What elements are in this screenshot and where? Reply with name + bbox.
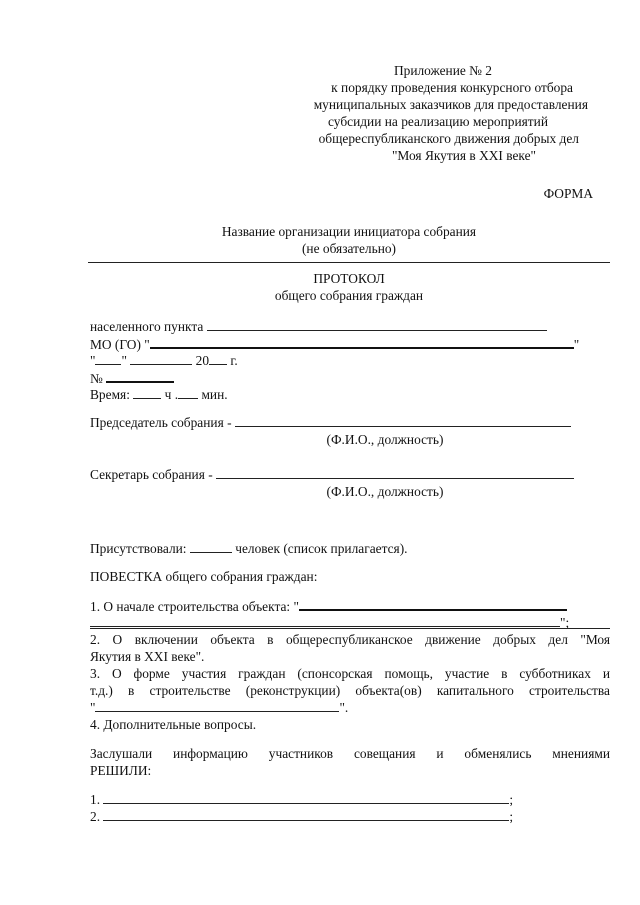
agenda-item-3-line-1: 3. О форме участия граждан (спонсорская помощь, участие в субботниках и	[90, 666, 610, 681]
agenda-item-3-line-2: т.д.) в строительстве (реконструкции) объекта(ов) капитального строительства	[90, 683, 610, 698]
time-label: Время:	[90, 387, 130, 402]
protocol-title: ПРОТОКОЛ	[313, 271, 385, 286]
time-minutes-field[interactable]	[178, 386, 198, 399]
date-day-field[interactable]	[95, 352, 121, 365]
attendance-label: Присутствовали:	[90, 541, 187, 556]
time-hours-field[interactable]	[133, 386, 161, 399]
date-row	[90, 352, 238, 369]
secretary-label: Секретарь собрания -	[90, 467, 213, 482]
decision-1-field[interactable]	[103, 791, 509, 804]
agenda-item-3-field[interactable]	[95, 699, 339, 712]
time-row	[90, 386, 228, 403]
agenda-item-1-field-2[interactable]	[90, 614, 560, 627]
settlement-row	[90, 318, 547, 335]
chair-row	[90, 414, 571, 431]
attendance-suffix: человек (список прилагается).	[235, 541, 408, 556]
chair-note: (Ф.И.О., должность)	[326, 432, 444, 447]
org-divider	[88, 262, 610, 263]
appendix-line-2: к порядку проведения конкурсного отбора	[331, 80, 573, 95]
decision-2-field[interactable]	[103, 808, 509, 821]
decision-1-end: ;	[509, 792, 514, 807]
agenda-item-4: 4. Дополнительные вопросы.	[90, 717, 257, 732]
time-hours-label: ч .	[164, 387, 179, 402]
agenda-title: ПОВЕСТКА общего собрания граждан:	[90, 569, 318, 584]
number-row	[90, 369, 174, 387]
agenda-item-1-label: 1. О начале строительства объекта: "	[90, 599, 299, 614]
attendance-count-field[interactable]	[190, 540, 232, 553]
time-minutes-label: мин.	[201, 387, 228, 402]
date-mid-quote: "	[121, 353, 127, 368]
appendix-line-6: "Моя Якутия в XXI веке"	[391, 148, 536, 163]
agenda-item-3-open-quote: "	[90, 700, 96, 715]
number-label: №	[90, 371, 103, 386]
appendix-line-5: общереспубликанского движения добрых дел	[318, 131, 579, 146]
appendix-line-1: Приложение № 2	[393, 63, 492, 78]
date-year-field[interactable]	[209, 352, 227, 365]
form-label: ФОРМА	[543, 186, 593, 201]
org-title: Название организации инициатора собрания	[221, 224, 477, 239]
agenda-item-2-line-2: Якутия в XXI веке".	[90, 649, 205, 664]
secretary-field[interactable]	[216, 466, 574, 479]
date-open-quote: "	[90, 353, 96, 368]
agenda-item-1-field[interactable]	[299, 597, 567, 611]
agenda-item-3-line-3	[90, 699, 348, 716]
decision-1-number: 1.	[90, 792, 101, 807]
org-note: (не обязательно)	[301, 241, 397, 256]
date-year-suffix: г.	[230, 353, 238, 368]
agenda-divider	[90, 628, 610, 629]
heard-line-1: Заслушали информацию участников совещания и обменялись мнениями	[90, 746, 610, 761]
agenda-item-1-end: ";	[560, 615, 570, 630]
protocol-subtitle: общего собрания граждан	[274, 288, 424, 303]
decision-2-end: ;	[509, 809, 514, 824]
decision-row-1	[90, 791, 513, 808]
attendance-row	[90, 540, 408, 557]
settlement-field[interactable]	[207, 318, 547, 331]
mo-label: МО (ГО) "	[90, 337, 150, 352]
appendix-line-4: субсидии на реализацию мероприятий	[328, 114, 548, 129]
chair-field[interactable]	[235, 414, 571, 427]
date-year-prefix: 20	[195, 353, 210, 368]
settlement-label: населенного пункта	[90, 319, 204, 334]
chair-label: Председатель собрания -	[90, 415, 232, 430]
mo-row	[90, 335, 579, 353]
appendix-line-3: муниципальных заказчиков для предоставления	[313, 97, 588, 112]
heard-line-2: РЕШИЛИ:	[90, 763, 152, 778]
agenda-item-2-line-1: 2. О включении объекта в общереспубликанское движение добрых дел "Моя	[90, 632, 610, 647]
secretary-note: (Ф.И.О., должность)	[326, 484, 444, 499]
agenda-item-1	[90, 597, 567, 615]
date-month-field[interactable]	[130, 352, 192, 365]
mo-field[interactable]	[150, 335, 574, 349]
secretary-row	[90, 466, 574, 483]
decision-2-number: 2.	[90, 809, 101, 824]
number-field[interactable]	[106, 369, 174, 383]
decision-row-2	[90, 808, 513, 825]
mo-close-quote: "	[573, 337, 580, 352]
agenda-item-3-close-quote: ".	[339, 700, 349, 715]
